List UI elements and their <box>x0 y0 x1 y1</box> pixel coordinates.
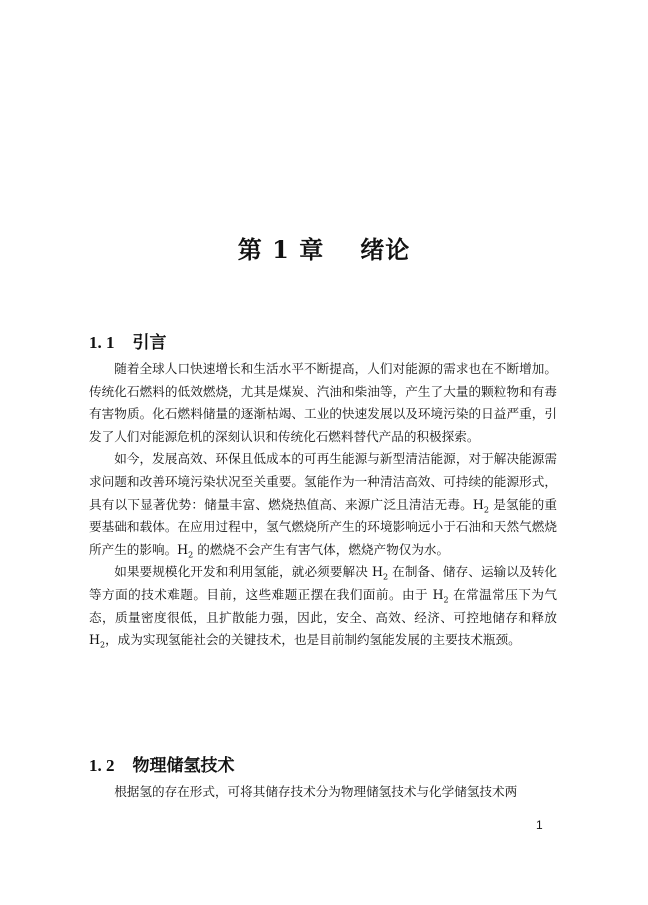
paragraph-text: 如果要规模化开发和利用氢能，就必须要解决 <box>114 564 372 580</box>
chapter-title <box>0 230 648 265</box>
paragraph <box>89 561 557 651</box>
section-heading-introduction <box>89 328 167 353</box>
formula-h2 <box>177 541 194 560</box>
formula-h2 <box>89 632 106 650</box>
paragraph-text: 的燃烧不会产生有害气体，燃烧产物仅为水。 <box>193 541 450 557</box>
chapter-name: 绪论 <box>360 235 411 265</box>
paragraph-text: 如今，发展高效、环保且低成本的可再生能源与新型清洁能源，对于解决能源需求问题和改善环境污染状况至关重要。氢能作为一种清洁高效、可持续的能源形式，具有以下显著优势：储量丰富、燃烧热值高、来源广泛且清洁无毒。 <box>89 451 557 512</box>
paragraph <box>89 781 557 804</box>
section-heading-physical-storage <box>89 751 235 776</box>
paragraph-text: 根据氢的存在形式，可将其储存技术分为物理储氢技术与化学储氢技术两 <box>114 784 518 799</box>
section-body-physical-storage <box>89 781 557 804</box>
formula-subscript: 2 <box>443 595 449 605</box>
formula-h2 <box>432 586 449 605</box>
formula-subscript: 2 <box>188 550 194 560</box>
paragraph-text: 在常温常压下为气态，质量密度很低，且扩散能力强，因此，安全、高效、经济、可控地储存和释放 <box>89 586 557 625</box>
formula-symbol: H <box>472 496 484 512</box>
section-title: 引言 <box>132 333 167 354</box>
section-number: 1. 2 <box>89 756 115 776</box>
paragraph <box>89 448 557 561</box>
formula-symbol: H <box>432 586 444 602</box>
paragraph-text: 在制备、储存、运输以及转化等方面的技术难题。目前，这些难题正摆在我们面前。由于 <box>89 564 557 602</box>
formula-h2 <box>472 496 489 515</box>
paragraph-text: 是氢能的重要基础和载体。在应用过程中，氢气燃烧所产生的环境影响远小于石油和天然气燃烧所产生的影响。 <box>89 496 557 557</box>
formula-subscript: 2 <box>483 505 489 515</box>
section-title: 物理储氢技术 <box>132 756 235 777</box>
paragraph-text: ，成为实现氢能社会的关键技术，也是目前制约氢能发展的主要技术瓶颈。 <box>105 632 521 648</box>
paragraph-text: 随着全球人口快速增长和生活水平不断提高，人们对能源的需求也在不断增加。传统化石燃料的低效燃烧，尤其是煤炭、汽油和柴油等，产生了大量的颗粒物和有毒有害物质。化石燃料储量的逐渐枯竭、工业的快速发展以及环境污染的日益严重，引发了人们对能源危机的深刻认识和传统化石燃料替代产品的积极探索。 <box>89 361 557 444</box>
formula-symbol: H <box>372 564 383 580</box>
formula-symbol: H <box>89 632 100 648</box>
section-body-introduction <box>89 358 557 652</box>
paragraph <box>89 358 557 448</box>
formula-symbol: H <box>177 541 189 557</box>
chapter-number: 第 1 章 <box>237 235 325 265</box>
formula-subscript: 2 <box>382 572 389 582</box>
page-number: 1 <box>536 818 543 832</box>
section-number: 1. 1 <box>89 333 115 353</box>
formula-subscript: 2 <box>99 640 106 650</box>
formula-h2 <box>372 564 389 582</box>
